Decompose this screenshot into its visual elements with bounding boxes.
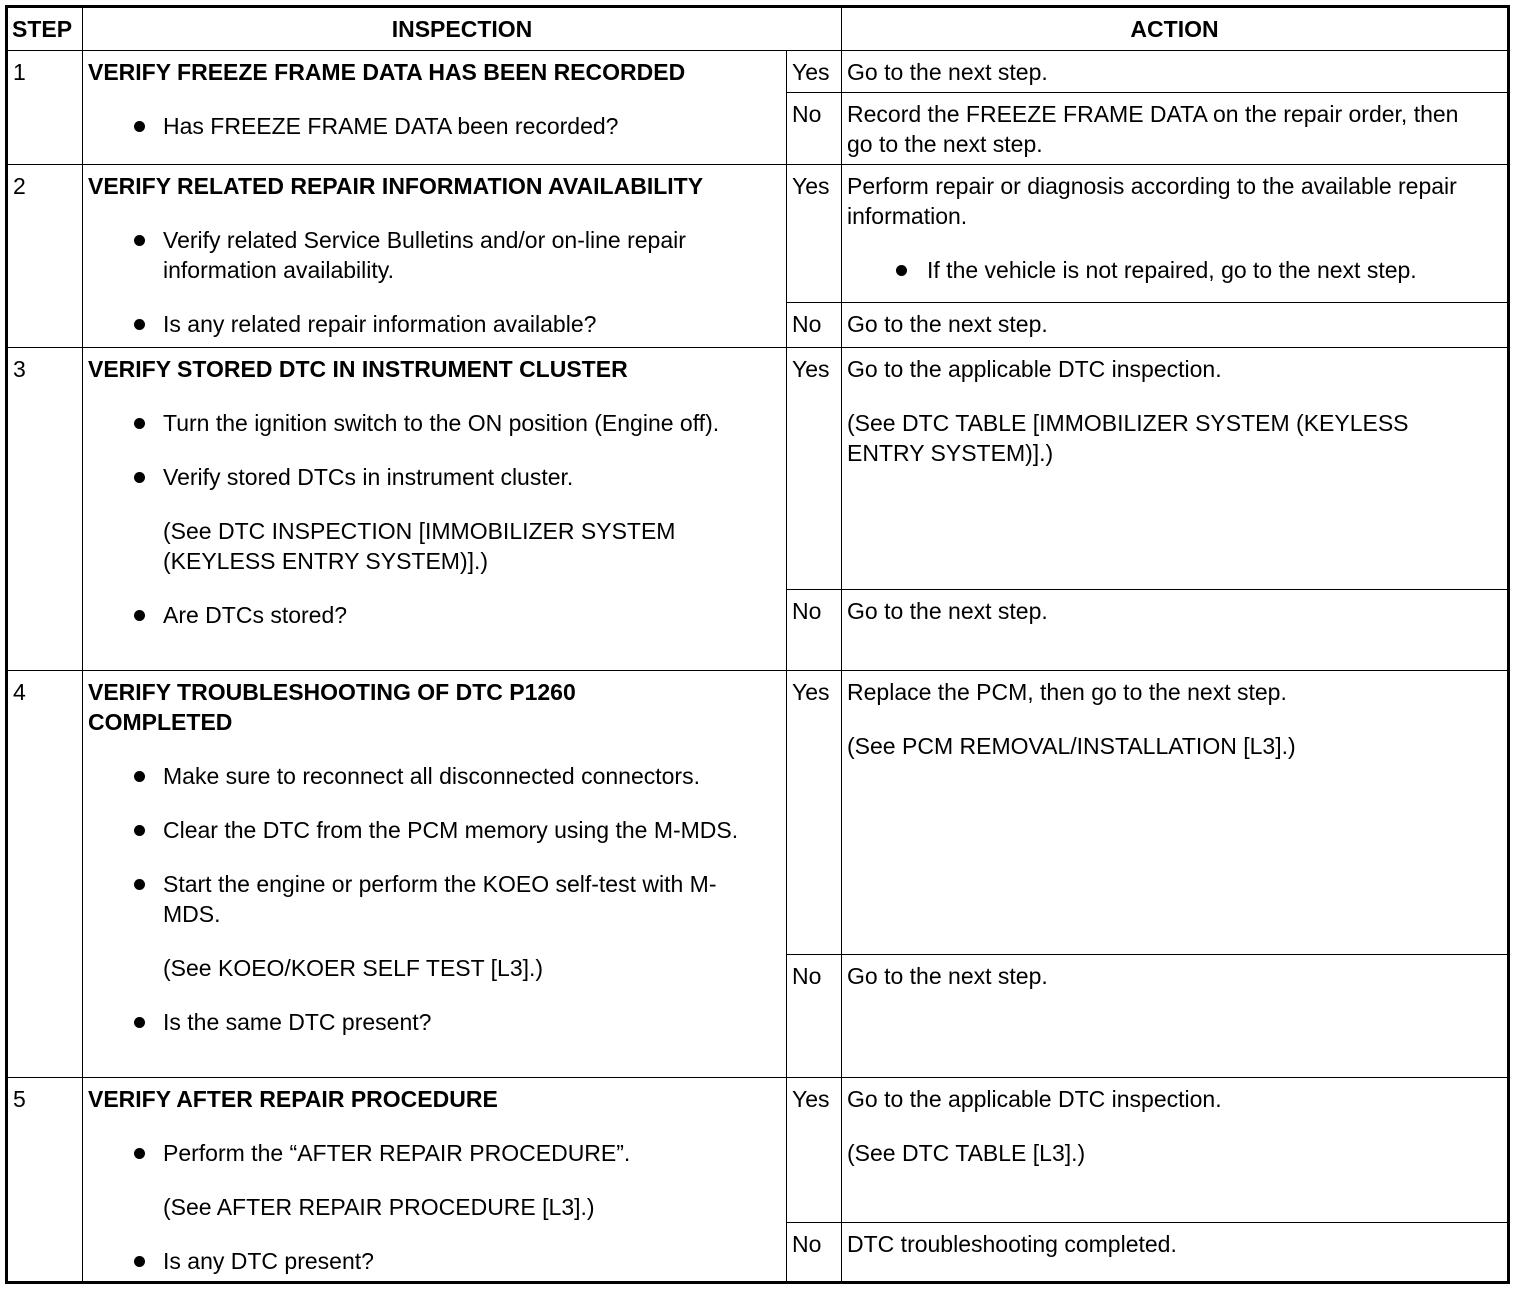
- no-action: [842, 1222, 1509, 1282]
- step-header: STEP: [7, 7, 83, 51]
- inspection-item: Clear the DTC from the PCM memory using the M-MDS.: [88, 815, 786, 845]
- step-number: 3: [7, 347, 83, 671]
- step-title: VERIFY TROUBLESHOOTING OF DTC P1260 COMPLETED: [88, 679, 576, 735]
- step-row-4-yes: [7, 671, 1509, 955]
- yes-label: Yes: [787, 1077, 842, 1222]
- step-number: 4: [7, 671, 83, 1078]
- no-label: No: [787, 93, 842, 165]
- no-action: [842, 589, 1509, 670]
- inspection-item: Turn the ignition switch to the ON position (Engine off).: [88, 408, 786, 438]
- inspection-question: Are DTCs stored?: [88, 600, 786, 630]
- action-bullet: If the vehicle is not repaired, go to the next step.: [847, 255, 1507, 285]
- inspection-header: INSPECTION: [83, 7, 842, 51]
- no-action: [842, 303, 1509, 347]
- no-action: [842, 93, 1509, 165]
- inspection-note: (See AFTER REPAIR PROCEDURE [L3].): [163, 1193, 595, 1220]
- inspection-cell: [83, 1077, 787, 1282]
- inspection-cell: [83, 51, 787, 165]
- action-text: Go to the applicable DTC inspection.: [847, 1085, 1222, 1112]
- inspection-cell: [83, 671, 787, 1078]
- inspection-item: Make sure to reconnect all disconnected connectors.: [88, 761, 786, 791]
- action-note: (See PCM REMOVAL/INSTALLATION [L3].): [847, 733, 1296, 759]
- inspection-item: Perform the “AFTER REPAIR PROCEDURE”.: [88, 1138, 786, 1168]
- action-text: Go to the next step.: [847, 597, 1048, 624]
- yes-action: [842, 1077, 1509, 1222]
- step-number: 5: [7, 1077, 83, 1282]
- action-text: Record the FREEZE FRAME DATA on the repair order, then go to the next step.: [847, 101, 1459, 158]
- step-number: 1: [7, 51, 83, 165]
- inspection-question: Is the same DTC present?: [88, 1007, 786, 1037]
- action-text: Go to the applicable DTC inspection.: [847, 355, 1222, 382]
- no-label: No: [787, 1222, 842, 1282]
- action-text: Perform repair or diagnosis according to the available repair information.: [847, 173, 1457, 230]
- inspection-note: (See KOEO/KOER SELF TEST [L3].): [163, 955, 544, 981]
- header-row: [7, 7, 1509, 51]
- action-text: Go to the next step.: [847, 59, 1048, 86]
- troubleshooting-table: [5, 5, 1510, 1284]
- action-text: DTC troubleshooting completed.: [847, 1230, 1177, 1257]
- yes-label: Yes: [787, 51, 842, 93]
- step-number: 2: [7, 165, 83, 347]
- step-row-1-yes: [7, 51, 1509, 93]
- yes-action: [842, 51, 1509, 93]
- inspection-item: Verify stored DTCs in instrument cluster.: [88, 462, 786, 492]
- no-label: No: [787, 589, 842, 670]
- action-note: (See DTC TABLE [IMMOBILIZER SYSTEM (KEYLESS ENTRY SYSTEM)].): [847, 409, 1409, 466]
- step-row-2-yes: [7, 165, 1509, 303]
- inspection-question: Has FREEZE FRAME DATA been recorded?: [88, 111, 786, 141]
- step-title: VERIFY RELATED REPAIR INFORMATION AVAILABILITY: [88, 173, 704, 200]
- no-action: [842, 955, 1509, 1077]
- step-row-5-yes: [7, 1077, 1509, 1222]
- step-title: VERIFY FREEZE FRAME DATA HAS BEEN RECORDED: [88, 59, 686, 86]
- inspection-note: (See DTC INSPECTION [IMMOBILIZER SYSTEM (KEYLESS ENTRY SYSTEM)].): [163, 517, 676, 574]
- yes-label: Yes: [787, 347, 842, 589]
- action-text: Go to the next step.: [847, 311, 1048, 338]
- action-text: Replace the PCM, then go to the next step.: [847, 679, 1287, 705]
- step-title: VERIFY AFTER REPAIR PROCEDURE: [88, 1085, 498, 1112]
- no-label: No: [787, 303, 842, 347]
- inspection-cell: [83, 165, 787, 347]
- inspection-question: Is any related repair information available?: [88, 309, 786, 339]
- yes-label: Yes: [787, 165, 842, 303]
- yes-action: [842, 671, 1509, 955]
- yes-action: [842, 165, 1509, 303]
- step-row-3-yes: [7, 347, 1509, 589]
- step-title: VERIFY STORED DTC IN INSTRUMENT CLUSTER: [88, 355, 628, 382]
- action-note: (See DTC TABLE [L3].): [847, 1139, 1086, 1166]
- yes-label: Yes: [787, 671, 842, 955]
- no-label: No: [787, 955, 842, 1077]
- inspection-cell: [83, 347, 787, 671]
- inspection-question: Is any DTC present?: [88, 1246, 786, 1276]
- inspection-item: Start the engine or perform the KOEO self-test with M-MDS.: [88, 869, 786, 929]
- yes-action: [842, 347, 1509, 589]
- action-text: Go to the next step.: [847, 963, 1048, 990]
- action-header: ACTION: [842, 7, 1509, 51]
- inspection-item: Verify related Service Bulletins and/or on-line repair information availability.: [88, 225, 786, 285]
